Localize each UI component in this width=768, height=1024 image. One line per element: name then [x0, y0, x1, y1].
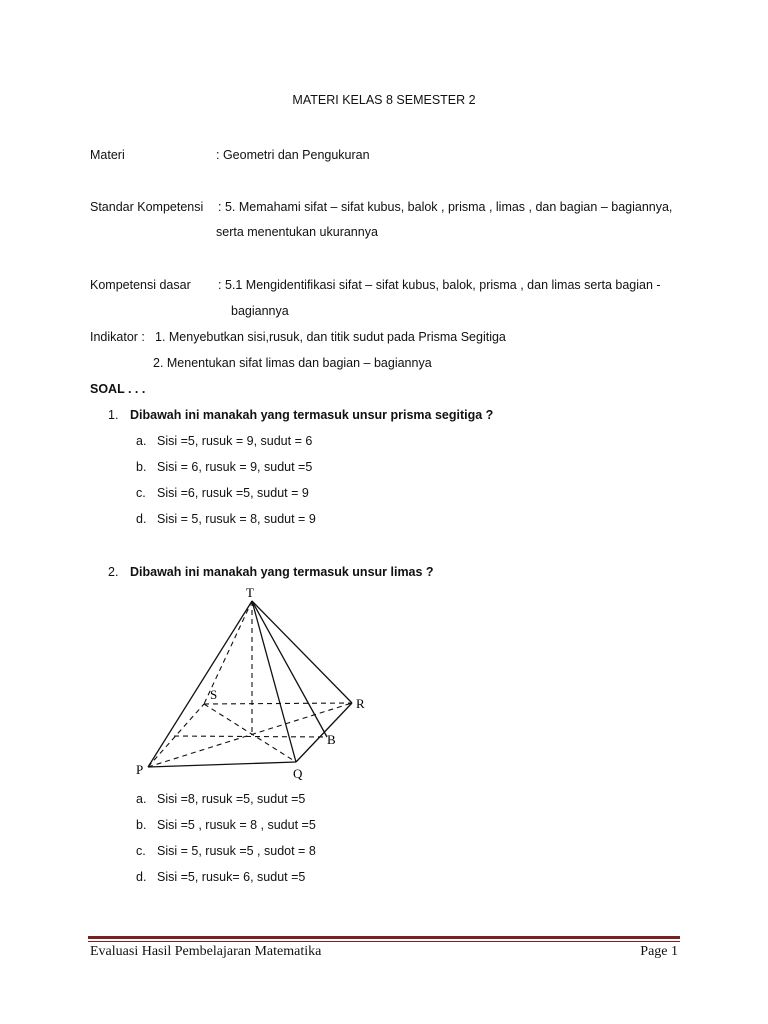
- materi-value: : Geometri dan Pengukuran: [216, 148, 370, 162]
- edge-SR: [204, 703, 352, 704]
- q2-option-b-letter: b.: [136, 818, 147, 832]
- vertex-label-Q: Q: [293, 766, 303, 781]
- footer-rule-thick: [88, 936, 680, 939]
- standar-value-line1: : 5. Memahami sifat – sifat kubus, balok , prisma , limas , dan bagian – bagiannya,: [218, 200, 673, 214]
- standar-value-line2: serta menentukan ukurannya: [216, 225, 378, 239]
- materi-label: Materi: [90, 148, 125, 162]
- page-title: MATERI KELAS 8 SEMESTER 2: [292, 93, 476, 107]
- kompetensi-label: Kompetensi dasar: [90, 278, 191, 292]
- q2-option-b-text: Sisi =5 , rusuk = 8 , sudut =5: [157, 818, 316, 832]
- midline-B: [174, 736, 327, 737]
- vertex-label-P: P: [136, 762, 144, 777]
- edge-TP: [148, 601, 252, 767]
- question-1-text: Dibawah ini manakah yang termasuk unsur prisma segitiga ?: [130, 408, 494, 422]
- q2-option-c-letter: c.: [136, 844, 146, 858]
- question-1-number: 1.: [108, 408, 119, 422]
- question-2-number: 2.: [108, 565, 119, 579]
- q1-option-b-text: Sisi = 6, rusuk = 9, sudut =5: [157, 460, 313, 474]
- indikator-item-1: 1. Menyebutkan sisi,rusuk, dan titik sudut pada Prisma Segitiga: [155, 330, 506, 344]
- standar-label: Standar Kompetensi: [90, 200, 204, 214]
- q1-option-a-text: Sisi =5, rusuk = 9, sudut = 6: [157, 434, 313, 448]
- vertex-label-R: R: [356, 696, 365, 711]
- q2-option-d-letter: d.: [136, 870, 147, 884]
- edge-TR: [252, 601, 352, 703]
- indikator-label: Indikator :: [90, 330, 145, 344]
- vertex-label-T: T: [246, 585, 254, 600]
- page-number: Page 1: [640, 944, 678, 959]
- footer-title: Evaluasi Hasil Pembelajaran Matematika: [90, 944, 322, 959]
- question-2-text: Dibawah ini manakah yang termasuk unsur limas ?: [130, 565, 434, 579]
- q1-option-a-letter: a.: [136, 434, 147, 448]
- footer-rule-thin: [88, 941, 680, 942]
- kompetensi-value-line2: bagiannya: [231, 304, 289, 318]
- edge-PQ: [148, 762, 296, 767]
- q2-option-c-text: Sisi = 5, rusuk =5 , sudot = 8: [157, 844, 316, 858]
- edge-TB: [252, 601, 327, 737]
- q1-option-c-letter: c.: [136, 486, 146, 500]
- q2-option-a-text: Sisi =8, rusuk =5, sudut =5: [157, 792, 306, 806]
- q2-option-d-text: Sisi =5, rusuk= 6, sudut =5: [157, 870, 306, 884]
- kompetensi-value-line1: : 5.1 Mengidentifikasi sifat – sifat kubus, balok, prisma , dan limas serta bagian -: [218, 278, 661, 292]
- q2-option-a-letter: a.: [136, 792, 147, 806]
- q1-option-c-text: Sisi =6, rusuk =5, sudut = 9: [157, 486, 309, 500]
- q1-option-d-letter: d.: [136, 512, 147, 526]
- vertex-label-S: S: [210, 687, 218, 702]
- q1-option-d-text: Sisi = 5, rusuk = 8, sudut = 9: [157, 512, 316, 526]
- vertex-label-B: B: [327, 732, 336, 747]
- q1-option-b-letter: b.: [136, 460, 147, 474]
- indikator-item-2: 2. Menentukan sifat limas dan bagian – bagiannya: [153, 356, 432, 370]
- soal-heading: SOAL . . .: [90, 382, 146, 396]
